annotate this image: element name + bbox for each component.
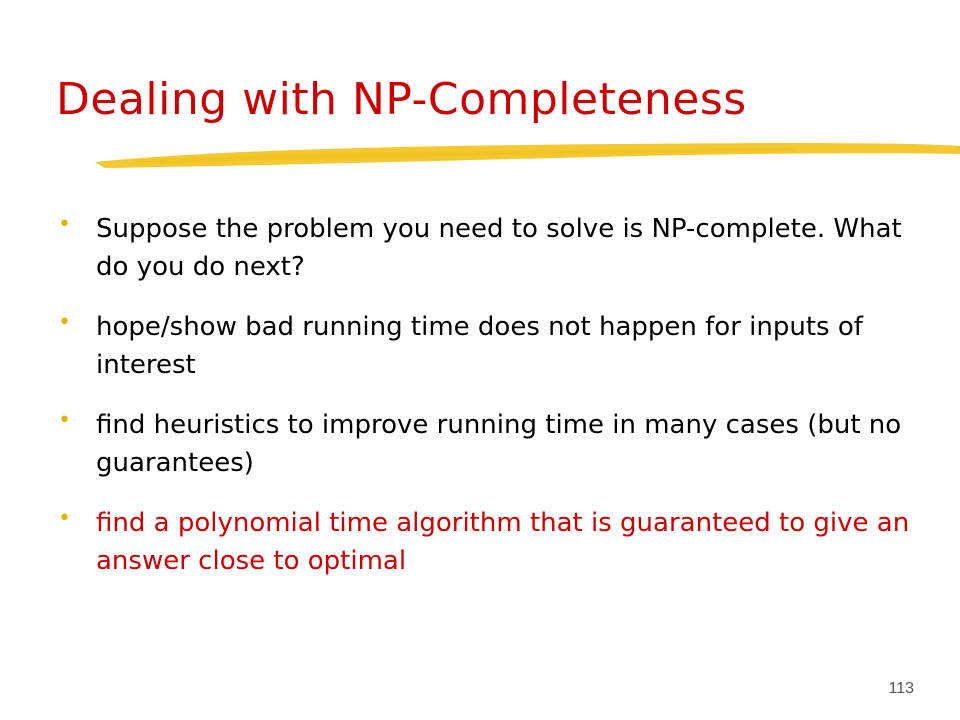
underline-brush-main (95, 143, 960, 168)
title-underline-brush (95, 138, 960, 172)
bullet-item (58, 308, 938, 384)
bullet-item (58, 504, 938, 580)
slide-number: 113 (888, 680, 914, 697)
bullet-text: hope/show bad running time does not happen for inputs of interest (96, 312, 863, 380)
bullet-dot-icon: • (58, 212, 71, 237)
bullet-dot-icon: • (58, 506, 71, 531)
bullet-text: find a polynomial time algorithm that is guaranteed to give an answer close to optimal (96, 508, 910, 576)
bullet-list (58, 210, 938, 602)
bullet-text: find heuristics to improve running time in many cases (but no guarantees) (96, 410, 902, 478)
bullet-item (58, 210, 938, 286)
bullet-item (58, 406, 938, 482)
slide-title: Dealing with NP-Completeness (56, 74, 747, 125)
bullet-dot-icon: • (58, 408, 71, 433)
bullet-dot-icon: • (58, 310, 71, 335)
bullet-text: Suppose the problem you need to solve is NP-complete. What do you do next? (96, 214, 902, 282)
